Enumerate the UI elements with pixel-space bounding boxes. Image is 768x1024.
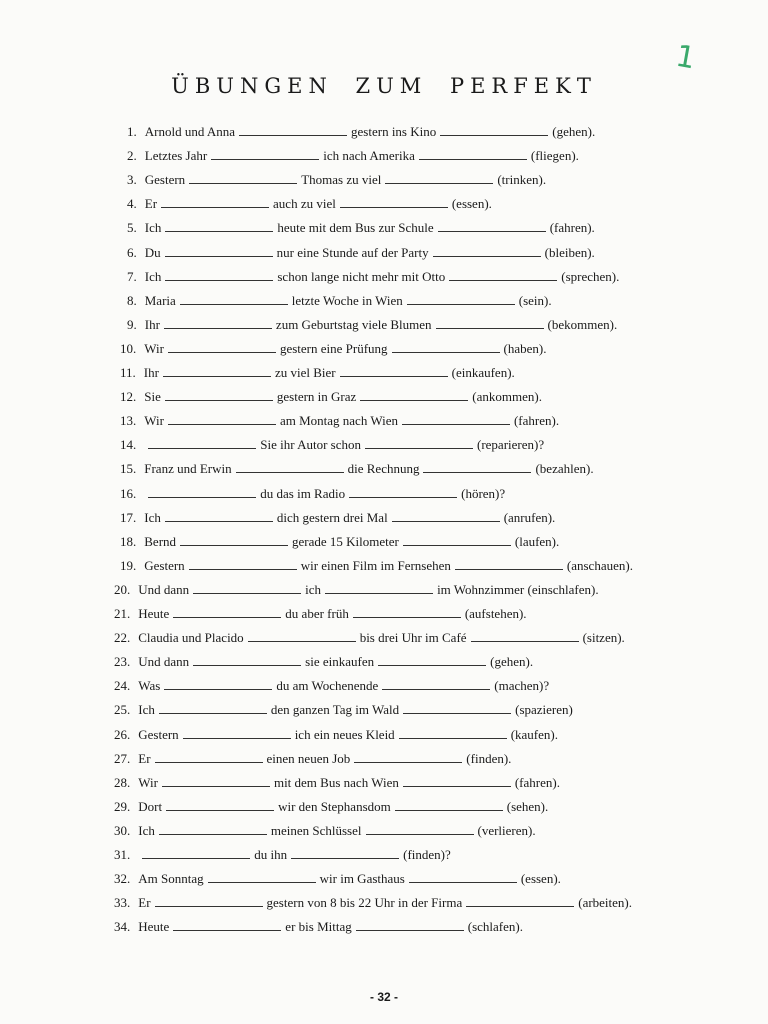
exercise-text: (anschauen). xyxy=(566,557,633,573)
page-number: - 32 - xyxy=(369,990,398,1004)
exercise-number: 20. xyxy=(114,581,131,597)
exercise-text: (trinken). xyxy=(497,172,547,188)
exercise-text: gestern ins Kino xyxy=(351,124,437,139)
answer-blank[interactable] xyxy=(211,147,319,160)
exercise-number: 12. xyxy=(120,389,137,405)
answer-blank[interactable] xyxy=(354,750,462,763)
exercise-row xyxy=(120,435,544,455)
answer-blank[interactable] xyxy=(189,171,297,184)
answer-blank[interactable] xyxy=(164,316,272,329)
exercise-row xyxy=(114,676,549,696)
answer-blank[interactable] xyxy=(180,292,288,305)
exercise-number: 24. xyxy=(114,678,131,694)
answer-blank[interactable] xyxy=(142,846,250,859)
exercise-text: Heute xyxy=(138,606,170,621)
exercise-text: zum Geburtstag viele Blumen xyxy=(275,316,432,332)
exercise-text: heute mit dem Bus zur Schule xyxy=(277,220,434,236)
exercise-text: (schlafen). xyxy=(467,919,523,935)
exercise-row xyxy=(127,315,617,335)
exercise-text: (ankommen). xyxy=(472,389,542,405)
answer-blank[interactable] xyxy=(365,436,473,449)
answer-blank[interactable] xyxy=(193,581,301,594)
exercise-number: 17. xyxy=(120,509,137,525)
exercise-row xyxy=(127,267,619,287)
exercise-text: Maria xyxy=(144,292,176,308)
answer-blank[interactable] xyxy=(449,268,557,281)
exercise-text: (fahren). xyxy=(514,774,560,790)
answer-blank[interactable] xyxy=(438,219,546,232)
exercise-text: Gestern xyxy=(144,557,185,573)
exercise-row xyxy=(114,869,561,889)
exercise-row xyxy=(120,411,559,431)
exercise-row xyxy=(120,387,542,407)
exercise-text: (finden). xyxy=(466,750,512,766)
exercise-number: 28. xyxy=(114,774,131,790)
answer-blank[interactable] xyxy=(168,340,276,353)
exercise-row xyxy=(114,749,511,769)
exercise-number: 30. xyxy=(114,822,131,838)
exercise-text: Franz und Erwin xyxy=(144,461,232,477)
answer-blank[interactable] xyxy=(436,316,544,329)
exercise-row xyxy=(114,773,560,793)
exercise-text: du aber früh xyxy=(285,606,349,621)
exercise-row xyxy=(114,917,523,937)
exercise-number: 10. xyxy=(120,340,137,356)
answer-blank[interactable] xyxy=(239,123,347,136)
exercise-text: (anrufen). xyxy=(503,509,556,525)
exercise-number: 15. xyxy=(120,461,137,477)
exercise-text: du das im Radio xyxy=(260,485,346,501)
exercise-text: (sitzen). xyxy=(582,630,625,646)
answer-blank[interactable] xyxy=(440,123,548,136)
exercise-text: meinen Schlüssel xyxy=(270,822,362,838)
exercise-text: (hören)? xyxy=(461,485,506,501)
exercise-text: du am Wochenende xyxy=(276,678,379,694)
answer-blank[interactable] xyxy=(395,798,503,811)
exercise-text: den ganzen Tag im Wald xyxy=(270,702,400,718)
exercise-number: 22. xyxy=(114,630,131,646)
exercise-number: 2. xyxy=(127,148,137,164)
answer-blank[interactable] xyxy=(183,726,291,739)
answer-blank[interactable] xyxy=(466,894,574,907)
answer-blank[interactable] xyxy=(165,268,273,281)
exercise-text: (arbeiten). xyxy=(578,895,633,911)
exercise-text: Thomas zu viel xyxy=(301,172,382,188)
exercise-text: Er xyxy=(138,750,151,766)
exercise-text: (aufstehen). xyxy=(464,606,527,621)
exercise-text: Er xyxy=(144,196,158,212)
exercise-row xyxy=(114,821,536,841)
exercise-text: Wir xyxy=(144,413,164,429)
exercise-text: ich nach Amerika xyxy=(323,148,415,164)
exercise-text: Arnold und Anna xyxy=(144,124,236,139)
answer-blank[interactable] xyxy=(193,653,301,666)
exercise-row xyxy=(120,459,594,479)
exercise-number: 11. xyxy=(120,365,136,380)
exercise-number: 1. xyxy=(127,124,137,139)
exercise-text: im Wohnzimmer (einschlafen). xyxy=(437,581,599,597)
exercise-number: 4. xyxy=(127,196,137,212)
exercise-row xyxy=(114,797,548,817)
answer-blank[interactable] xyxy=(340,364,448,377)
exercise-row xyxy=(114,845,451,865)
answer-blank[interactable] xyxy=(356,918,464,931)
exercise-text: Ich xyxy=(144,220,162,236)
exercise-row xyxy=(114,652,533,672)
exercise-text: (sehen). xyxy=(506,798,549,814)
answer-blank[interactable] xyxy=(161,195,269,208)
exercise-row xyxy=(114,725,558,745)
exercise-text: ich xyxy=(305,581,322,597)
exercise-number: 33. xyxy=(114,895,131,911)
exercise-row xyxy=(120,532,559,552)
answer-blank[interactable] xyxy=(325,581,433,594)
exercise-text: wir im Gasthaus xyxy=(319,871,405,887)
answer-blank[interactable] xyxy=(165,388,273,401)
exercise-text: Sie ihr Autor schon xyxy=(260,437,361,453)
exercise-number: 27. xyxy=(114,750,131,766)
exercise-text: Ich xyxy=(144,268,162,284)
exercise-text: die Rechnung xyxy=(347,461,420,477)
answer-blank[interactable] xyxy=(340,195,448,208)
exercise-text: bis drei Uhr im Café xyxy=(359,630,467,646)
page-title: ÜBUNGEN ZUM PERFEKT xyxy=(171,74,597,98)
exercise-row xyxy=(127,122,595,142)
exercise-row xyxy=(127,146,579,166)
exercise-number: 21. xyxy=(114,606,131,621)
exercise-text: (bekommen). xyxy=(547,316,618,332)
answer-blank[interactable] xyxy=(471,629,579,642)
exercise-text: (haben). xyxy=(503,340,547,356)
exercise-text: Sie xyxy=(144,389,161,405)
exercise-text: Dort xyxy=(138,798,163,814)
exercise-number: 6. xyxy=(127,244,137,260)
exercise-text: dich gestern drei Mal xyxy=(276,509,388,525)
exercise-text: (kaufen). xyxy=(510,726,558,742)
exercise-text: nur eine Stunde auf der Party xyxy=(276,244,429,260)
exercise-text: einen neuen Job xyxy=(266,750,351,766)
exercise-text: (sein). xyxy=(518,292,552,308)
exercise-text: Wir xyxy=(138,774,158,790)
exercise-number: 23. xyxy=(114,654,131,670)
answer-blank[interactable] xyxy=(399,726,507,739)
exercise-text: Ich xyxy=(144,509,161,525)
answer-blank[interactable] xyxy=(148,436,256,449)
exercise-text: (machen)? xyxy=(494,678,550,694)
answer-blank[interactable] xyxy=(366,822,474,835)
exercise-text: auch zu viel xyxy=(273,196,336,212)
answer-blank[interactable] xyxy=(407,292,515,305)
answer-blank[interactable] xyxy=(173,918,281,931)
exercise-number: 18. xyxy=(120,533,137,549)
exercise-number: 31. xyxy=(114,847,131,862)
answer-blank[interactable] xyxy=(360,388,468,401)
exercise-text: wir den Stephansdom xyxy=(278,798,391,814)
exercise-text: Und dann xyxy=(138,581,190,597)
exercise-text: Ihr xyxy=(143,365,159,380)
answer-blank[interactable] xyxy=(433,244,541,257)
answer-blank[interactable] xyxy=(248,629,356,642)
exercise-text: am Montag nach Wien xyxy=(279,413,398,429)
answer-blank[interactable] xyxy=(353,605,461,618)
grade-mark: 1 xyxy=(673,38,698,77)
answer-blank[interactable] xyxy=(148,485,256,498)
exercise-text: (spazieren) xyxy=(515,702,573,718)
exercise-text: (bleiben). xyxy=(544,244,595,260)
exercise-text: zu viel Bier xyxy=(274,365,336,380)
exercise-text: (finden)? xyxy=(403,847,451,862)
exercise-text: Ihr xyxy=(144,316,160,332)
answer-blank[interactable] xyxy=(378,653,486,666)
exercise-text: Letztes Jahr xyxy=(144,148,208,164)
exercise-text: wir einen Film im Fernsehen xyxy=(300,557,451,573)
answer-blank[interactable] xyxy=(166,798,274,811)
exercise-text: (fahren). xyxy=(549,220,595,236)
exercise-text: Bernd xyxy=(144,533,177,549)
exercise-number: 13. xyxy=(120,413,137,429)
exercise-text: Claudia und Placido xyxy=(138,630,244,646)
exercise-text: du ihn xyxy=(254,847,288,862)
exercise-row xyxy=(127,218,595,238)
exercise-number: 16. xyxy=(120,485,137,501)
exercise-text: Ich xyxy=(138,702,155,718)
exercise-row xyxy=(120,556,633,576)
exercise-text: Ich xyxy=(138,822,155,838)
answer-blank[interactable] xyxy=(385,171,493,184)
exercise-text: (essen). xyxy=(520,871,561,887)
exercise-text: gerade 15 Kilometer xyxy=(292,533,399,549)
exercise-row xyxy=(127,170,546,190)
exercise-number: 8. xyxy=(127,292,137,308)
exercise-row xyxy=(120,508,555,528)
answer-blank[interactable] xyxy=(180,533,288,546)
exercise-number: 26. xyxy=(114,726,131,742)
answer-blank[interactable] xyxy=(163,364,271,377)
exercise-text: Am Sonntag xyxy=(138,871,204,887)
answer-blank[interactable] xyxy=(164,677,272,690)
answer-blank[interactable] xyxy=(155,894,263,907)
answer-blank[interactable] xyxy=(165,244,273,257)
answer-blank[interactable] xyxy=(403,774,511,787)
exercise-text: Er xyxy=(138,895,151,911)
answer-blank[interactable] xyxy=(349,485,457,498)
exercise-text: er bis Mittag xyxy=(285,919,352,935)
answer-blank[interactable] xyxy=(403,533,511,546)
exercise-row xyxy=(127,194,492,214)
answer-blank[interactable] xyxy=(159,701,267,714)
exercise-number: 9. xyxy=(127,316,137,332)
exercise-text: Du xyxy=(144,244,161,260)
answer-blank[interactable] xyxy=(189,557,297,570)
exercise-text: (gehen). xyxy=(490,654,534,670)
exercise-row xyxy=(114,628,625,648)
answer-blank[interactable] xyxy=(419,147,527,160)
answer-blank[interactable] xyxy=(403,701,511,714)
exercise-text: (gehen). xyxy=(552,124,596,139)
answer-blank[interactable] xyxy=(236,460,344,473)
exercise-text: Heute xyxy=(138,919,170,935)
exercise-row xyxy=(114,893,632,913)
exercise-number: 14. xyxy=(120,437,137,453)
exercise-text: gestern eine Prüfung xyxy=(279,340,388,356)
answer-blank[interactable] xyxy=(208,870,316,883)
answer-blank[interactable] xyxy=(165,219,273,232)
answer-blank[interactable] xyxy=(155,750,263,763)
exercise-text: Was xyxy=(138,678,161,694)
exercise-text: mit dem Bus nach Wien xyxy=(273,774,399,790)
exercise-text: (einkaufen). xyxy=(451,365,515,380)
exercise-row xyxy=(120,484,505,504)
answer-blank[interactable] xyxy=(409,870,517,883)
exercise-text: (fliegen). xyxy=(530,148,579,164)
exercise-row xyxy=(114,604,527,624)
exercise-text: gestern von 8 bis 22 Uhr in der Firma xyxy=(266,895,463,911)
exercise-text: Und dann xyxy=(138,654,190,670)
exercise-number: 25. xyxy=(114,702,131,718)
exercise-row xyxy=(120,339,547,359)
answer-blank[interactable] xyxy=(162,774,270,787)
exercise-text: (laufen). xyxy=(514,533,560,549)
answer-blank[interactable] xyxy=(392,340,500,353)
answer-blank[interactable] xyxy=(382,677,490,690)
exercise-number: 5. xyxy=(127,220,137,236)
exercise-text: Gestern xyxy=(138,726,179,742)
answer-blank[interactable] xyxy=(392,509,500,522)
answer-blank[interactable] xyxy=(165,509,273,522)
exercise-text: (reparieren)? xyxy=(477,437,545,453)
exercise-text: (sprechen). xyxy=(561,268,620,284)
answer-blank[interactable] xyxy=(159,822,267,835)
exercise-text: (bezahlen). xyxy=(535,461,594,477)
exercise-number: 34. xyxy=(114,919,131,935)
exercise-number: 7. xyxy=(127,268,137,284)
exercise-text: (verlieren). xyxy=(477,822,536,838)
exercise-row xyxy=(127,291,552,311)
answer-blank[interactable] xyxy=(402,412,510,425)
exercise-number: 32. xyxy=(114,871,131,887)
exercise-number: 19. xyxy=(120,557,137,573)
exercise-text: sie einkaufen xyxy=(305,654,375,670)
answer-blank[interactable] xyxy=(423,460,531,473)
answer-blank[interactable] xyxy=(168,412,276,425)
exercise-row xyxy=(114,700,573,720)
answer-blank[interactable] xyxy=(455,557,563,570)
exercise-row xyxy=(127,243,595,263)
exercise-number: 29. xyxy=(114,798,131,814)
exercise-text: Gestern xyxy=(144,172,186,188)
answer-blank[interactable] xyxy=(291,846,399,859)
exercise-text: (essen). xyxy=(451,196,492,212)
exercise-row xyxy=(114,580,599,600)
answer-blank[interactable] xyxy=(173,605,281,618)
exercise-text: letzte Woche in Wien xyxy=(291,292,403,308)
exercise-text: schon lange nicht mehr mit Otto xyxy=(277,268,446,284)
exercise-text: gestern in Graz xyxy=(276,389,357,405)
exercise-number: 3. xyxy=(127,172,137,188)
exercise-text: ich ein neues Kleid xyxy=(294,726,395,742)
exercise-row xyxy=(120,363,515,383)
exercise-text: (fahren). xyxy=(513,413,560,429)
exercise-text: Wir xyxy=(144,340,164,356)
